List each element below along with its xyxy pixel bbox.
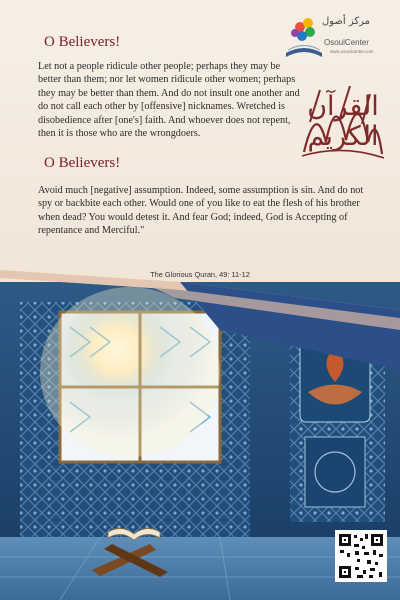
quran-calligraphy: القرآن الكريم: [307, 91, 379, 152]
section2-verse: Avoid much [negative] assumption. Indeed, some assumption is sin. And do not spy or backbite each other. Would one of you like to eat the flesh of his brother when dead? You would detest it. And fear God; indeed, God is Accepting of repentance and Merciful.": [38, 185, 364, 237]
section2-heading: O Believers!: [44, 155, 121, 171]
logo-name: OsoulCenter: [324, 38, 369, 47]
logo-arabic-text: مركز أصول: [322, 16, 371, 27]
section1-verse: Let not a people ridicule other people; perhaps they may be better than them; nor let women ridicule other women; perhaps they may be better than them. And do not insult one another and do not call each other by [offensive] nicknames. Wretched is disobedience after [one's] faith. And whoever does not repent, then it is those who are the wrongdoers.: [38, 61, 300, 140]
citation: The Glorious Quran, 49: 11-12: [150, 270, 250, 279]
logo-url: www.osoulcenter.com: [330, 49, 374, 54]
decorative-divider: [0, 240, 400, 370]
section1-heading: O Believers!: [44, 34, 121, 50]
qr-code-icon[interactable]: [335, 530, 387, 582]
